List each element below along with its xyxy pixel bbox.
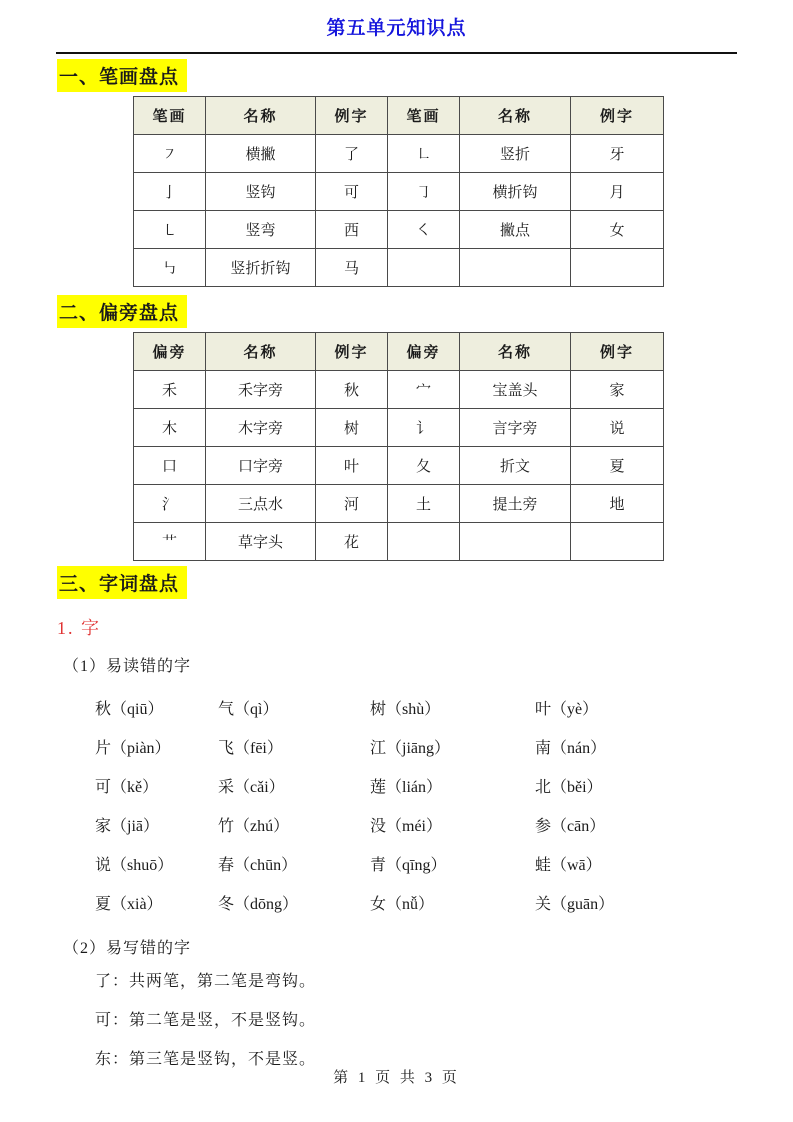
table-cell: 草字头	[206, 523, 316, 561]
table-cell: 气（qì）	[218, 701, 279, 718]
table-cell: 提土旁	[460, 485, 571, 523]
table-cell: 木字旁	[206, 409, 316, 447]
table-cell: 竖钩	[206, 173, 316, 211]
table-cell	[460, 249, 571, 287]
table-cell: 亅	[134, 173, 206, 211]
misread-heading: （1）易读错的字	[63, 658, 192, 675]
stroke-table-body	[134, 135, 664, 287]
column-header: 笔画	[388, 97, 460, 135]
table-cell: 参（cān）	[535, 818, 606, 835]
section-heading-words: 三、字词盘点	[57, 566, 187, 599]
table-cell: 竖折	[460, 135, 571, 173]
miswrite-note-line: 东：第三笔是竖钩，不是竖。	[95, 1051, 317, 1068]
table-cell	[571, 249, 664, 287]
section-heading-radicals: 二、偏旁盘点	[57, 295, 187, 328]
miswrite-note-line: 了：共两笔，第二笔是弯钩。	[95, 973, 317, 990]
table-cell: 夂	[388, 447, 460, 485]
misread-grid-body	[95, 688, 705, 922]
table-row	[134, 371, 664, 409]
table-cell: 说（shuō）	[95, 857, 174, 874]
table-cell: 江（jiāng）	[370, 740, 450, 757]
table-row	[134, 173, 664, 211]
table-row	[95, 844, 705, 883]
table-cell: 家	[571, 371, 664, 409]
miswrite-notes	[95, 962, 793, 1079]
table-cell: 可	[316, 173, 388, 211]
table-row	[134, 447, 664, 485]
table-cell: 艹	[134, 523, 206, 561]
table-cell: 竹（zhú）	[218, 818, 290, 835]
column-header: 例字	[316, 333, 388, 371]
section-heading-strokes: 一、笔画盘点	[57, 59, 187, 92]
radical-table-header-row	[134, 333, 664, 371]
column-header: 名称	[460, 333, 571, 371]
column-header: 名称	[460, 97, 571, 135]
table-cell: 冬（dōng）	[218, 896, 299, 913]
table-cell: 家（jiā）	[95, 818, 159, 835]
column-header: 名称	[206, 333, 316, 371]
table-row	[134, 135, 664, 173]
table-row	[134, 485, 664, 523]
column-header: 例字	[316, 97, 388, 135]
radical-table	[133, 332, 664, 561]
table-cell: 秋	[316, 371, 388, 409]
subsection-label-characters: 1. 字	[57, 618, 101, 638]
radical-table-body	[134, 371, 664, 561]
table-cell: ㇉	[134, 249, 206, 287]
table-cell	[388, 249, 460, 287]
table-cell: ㇛	[388, 211, 460, 249]
table-row	[95, 766, 705, 805]
table-row	[95, 805, 705, 844]
table-cell: 木	[134, 409, 206, 447]
table-cell: 宀	[388, 371, 460, 409]
column-header: 例字	[571, 333, 664, 371]
table-cell	[460, 523, 571, 561]
table-cell: 禾	[134, 371, 206, 409]
table-cell: 氵	[134, 485, 206, 523]
column-header: 偏旁	[134, 333, 206, 371]
column-header: 偏旁	[388, 333, 460, 371]
table-cell: 讠	[388, 409, 460, 447]
table-cell: 采（cǎi）	[218, 779, 285, 796]
table-cell: 树（shù）	[370, 701, 441, 718]
table-cell: 莲（lián）	[370, 779, 442, 796]
table-row	[134, 249, 664, 287]
table-row	[95, 727, 705, 766]
table-cell: 土	[388, 485, 460, 523]
stroke-table	[133, 96, 664, 287]
table-cell: 可（kě）	[95, 779, 159, 796]
column-header: 笔画	[134, 97, 206, 135]
table-cell: 蛙（wā）	[535, 857, 602, 874]
table-cell: 飞（fēi）	[218, 740, 283, 757]
table-cell: 了	[316, 135, 388, 173]
miswrite-heading: （2）易写错的字	[63, 940, 192, 957]
table-cell: 竖弯	[206, 211, 316, 249]
column-header: 例字	[571, 97, 664, 135]
table-cell: 南（nán）	[535, 740, 607, 757]
table-cell: 片（piàn）	[95, 740, 171, 757]
table-cell	[388, 523, 460, 561]
table-cell: ㇆	[388, 173, 460, 211]
table-cell: 夏（xià）	[95, 896, 163, 913]
stroke-table-header-row	[134, 97, 664, 135]
table-cell: 横撇	[206, 135, 316, 173]
table-cell: 口	[134, 447, 206, 485]
table-cell: 说	[571, 409, 664, 447]
table-cell: 口字旁	[206, 447, 316, 485]
table-cell: ㇇	[134, 135, 206, 173]
table-cell: 春（chūn）	[218, 857, 298, 874]
table-cell: 夏	[571, 447, 664, 485]
table-cell: 马	[316, 249, 388, 287]
table-cell: 言字旁	[460, 409, 571, 447]
table-cell: 三点水	[206, 485, 316, 523]
table-cell: 北（běi）	[535, 779, 603, 796]
table-cell: 月	[571, 173, 664, 211]
table-cell: ㇄	[134, 211, 206, 249]
table-cell: 地	[571, 485, 664, 523]
table-cell: 禾字旁	[206, 371, 316, 409]
table-cell: 女	[571, 211, 664, 249]
table-row	[95, 883, 705, 922]
misread-pinyin-grid	[95, 688, 705, 922]
table-cell: 河	[316, 485, 388, 523]
table-cell: 青（qīng）	[370, 857, 447, 874]
table-cell: 竖折折钩	[206, 249, 316, 287]
table-cell	[571, 523, 664, 561]
table-row	[134, 523, 664, 561]
table-cell: 叶（yè）	[535, 701, 599, 718]
table-row	[134, 211, 664, 249]
table-cell: 花	[316, 523, 388, 561]
table-cell: 西	[316, 211, 388, 249]
table-row	[134, 409, 664, 447]
page-title: 第五单元知识点	[326, 18, 467, 39]
table-cell: 牙	[571, 135, 664, 173]
table-cell: 叶	[316, 447, 388, 485]
column-header: 名称	[206, 97, 316, 135]
table-cell: 撇点	[460, 211, 571, 249]
table-cell: 折文	[460, 447, 571, 485]
table-cell: 横折钩	[460, 173, 571, 211]
page-footer: 第 1 页 共 3 页	[333, 1070, 460, 1086]
table-cell: 宝盖头	[460, 371, 571, 409]
table-cell: 树	[316, 409, 388, 447]
miswrite-note-line: 可：第二笔是竖，不是竖钩。	[95, 1012, 317, 1029]
table-cell: ㇗	[388, 135, 460, 173]
table-cell: 秋（qiū）	[95, 701, 164, 718]
table-row	[95, 688, 705, 727]
table-cell: 没（méi）	[370, 818, 442, 835]
table-cell: 女（nǚ）	[370, 896, 435, 913]
table-cell: 关（guān）	[535, 896, 615, 913]
